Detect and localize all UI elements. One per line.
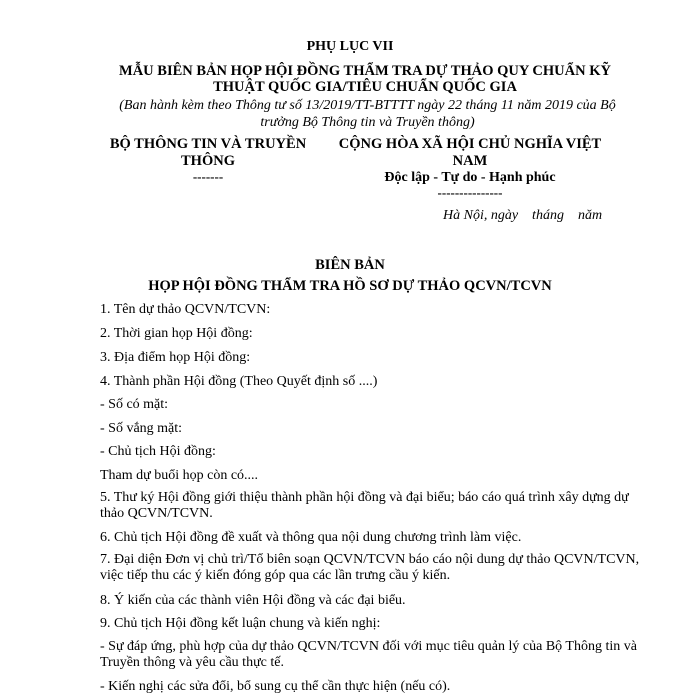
- item-absent-count: - Số vắng mặt:: [100, 421, 183, 436]
- motto-separator: ---------------: [437, 185, 503, 200]
- ministry-name: BỘ THÔNG TIN VÀ TRUYỀN THÔNG: [109, 136, 307, 169]
- document-subject: HỌP HỘI ĐỒNG THẨM TRA HỒ SƠ DỰ THẢO QCVN/TCVN: [148, 278, 552, 294]
- item-suitability: - Sự đáp ứng, phù hợp của dự thảo QCVN/TCVN đối với mục tiêu quản lý của Bộ Thông tin và Truyền thông và yêu cầu thực tế.: [100, 639, 637, 670]
- appendix-title: PHỤ LỤC VII: [306, 39, 394, 54]
- item-recommendations: - Kiến nghị các sửa đổi, bổ sung cụ thể cần thực hiện (nếu có).: [100, 679, 451, 694]
- item-draft-name: 1. Tên dự thảo QCVN/TCVN:: [100, 302, 271, 317]
- item-present-count: - Số có mặt:: [100, 397, 169, 412]
- item-meeting-time: 2. Thời gian họp Hội đồng:: [100, 326, 253, 341]
- item-meeting-location: 3. Địa điểm họp Hội đồng:: [100, 350, 251, 365]
- issued-note: (Ban hành kèm theo Thông tư số 13/2019/TT-BTTTT ngày 22 tháng 11 năm 2019 của Bộ trưởng Bộ Thông tin và Truyền thông): [119, 98, 616, 130]
- document-type: BIÊN BẢN: [315, 257, 385, 273]
- item-attendees: Tham dự buổi họp còn có....: [100, 468, 259, 483]
- place-date: Hà Nội, ngày tháng năm: [443, 208, 603, 223]
- national-motto: Độc lập - Tự do - Hạnh phúc: [384, 170, 556, 185]
- item-chairman: - Chủ tịch Hội đồng:: [100, 444, 216, 459]
- item-council-composition: 4. Thành phần Hội đồng (Theo Quyết định số ....): [100, 374, 378, 389]
- item-drafting-report: 7. Đại diện Đơn vị chủ trì/Tổ biên soạn QCVN/TCVN báo cáo nội dung dự thảo QCVN/TCVN, việc tiếp thu các ý kiến đóng góp qua các lần trưng cầu ý kiến.: [100, 552, 640, 583]
- ministry-separator: -------: [192, 169, 224, 184]
- item-member-opinions: 8. Ý kiến của các thành viên Hội đồng và các đại biểu.: [100, 593, 406, 608]
- form-title: MẪU BIÊN BẢN HỌP HỘI ĐỒNG THẨM TRA DỰ THẢO QUY CHUẨN KỸ THUẬT QUỐC GIA/TIÊU CHUẨN QUỐC GIA: [119, 63, 611, 95]
- item-agenda: 6. Chủ tịch Hội đồng đề xuất và thông qua nội dung chương trình làm việc.: [100, 530, 522, 545]
- item-conclusion: 9. Chủ tịch Hội đồng kết luận chung và kiến nghị:: [100, 616, 381, 631]
- republic-name: CỘNG HÒA XÃ HỘI CHỦ NGHĨA VIỆT NAM: [338, 136, 602, 169]
- item-secretary-report: 5. Thư ký Hội đồng giới thiệu thành phần hội đồng và đại biểu; báo cáo quá trình xây dựng dự thảo QCVN/TCVN.: [100, 490, 629, 521]
